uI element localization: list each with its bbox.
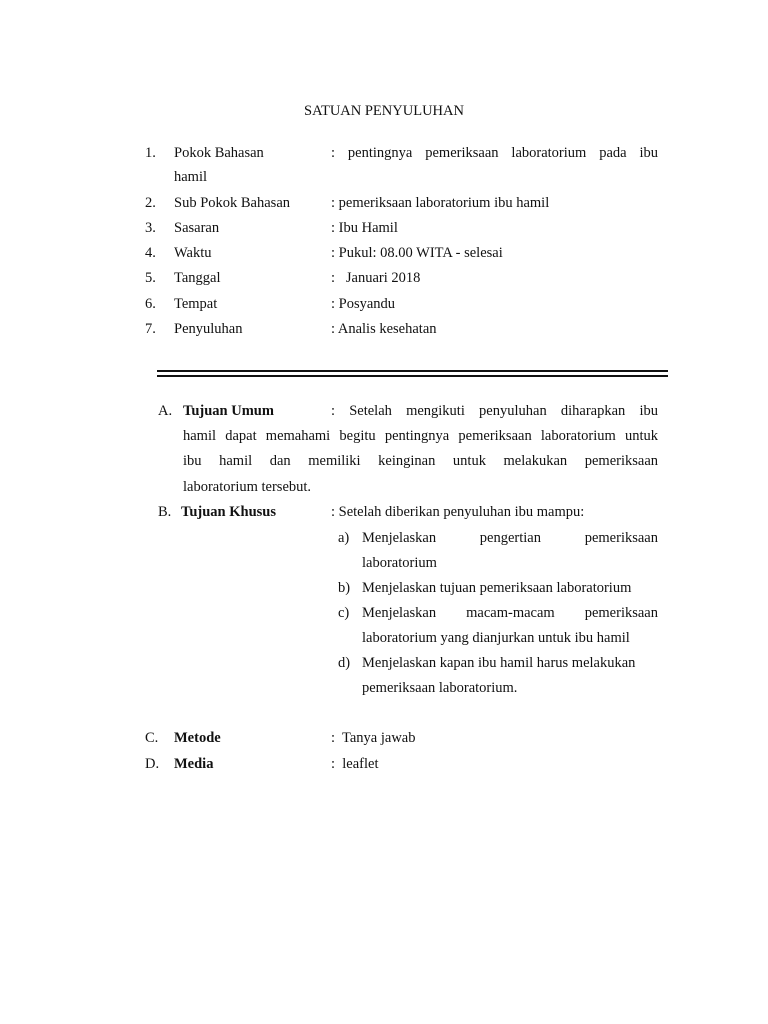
info-value: : Posyandu xyxy=(331,296,396,312)
info-label: Pokok Bahasan xyxy=(174,145,264,161)
section-text: : Setelah mengikuti penyuluhan diharapkan ibu xyxy=(331,403,658,419)
section-text: hamil dapat memahami begitu pentingnya pemeriksaan laboratorium untuk xyxy=(183,428,658,444)
info-label: Tempat xyxy=(174,296,218,312)
list-item-text: Menjelaskan kapan ibu hamil harus melakukan xyxy=(362,655,636,671)
info-value-continuation: hamil xyxy=(174,169,208,185)
list-marker: a) xyxy=(338,530,350,546)
divider-line xyxy=(157,375,668,377)
info-number: 1. xyxy=(145,145,156,161)
info-number: 4. xyxy=(145,245,156,261)
info-number: 7. xyxy=(145,321,156,337)
info-value: : pemeriksaan laboratorium ibu hamil xyxy=(331,195,550,211)
section-label: Tujuan Khusus xyxy=(181,504,276,520)
info-label: Tanggal xyxy=(174,270,221,286)
section-letter: D. xyxy=(145,756,160,772)
list-item-text: Menjelaskan tujuan pemeriksaan laboratorium xyxy=(362,580,632,596)
list-item-text: laboratorium xyxy=(362,555,437,571)
section-label: Media xyxy=(174,756,214,772)
info-label: Sasaran xyxy=(174,220,220,236)
section-letter: A. xyxy=(158,403,173,419)
section-letter: C. xyxy=(145,730,159,746)
info-label: Sub Pokok Bahasan xyxy=(174,195,290,211)
list-marker: d) xyxy=(338,655,351,671)
list-marker: c) xyxy=(338,605,350,621)
list-item-text: Menjelaskan pengertian pemeriksaan xyxy=(362,530,658,546)
info-value: : Pukul: 08.00 WITA - selesai xyxy=(331,245,503,261)
section-text: laboratorium tersebut. xyxy=(183,479,312,495)
list-item-text: pemeriksaan laboratorium. xyxy=(362,680,518,696)
info-number: 5. xyxy=(145,270,156,286)
list-item-text: laboratorium yang dianjurkan untuk ibu hamil xyxy=(362,630,630,646)
info-value: : Analis kesehatan xyxy=(331,321,437,337)
info-value: : Ibu Hamil xyxy=(331,220,398,236)
info-number: 6. xyxy=(145,296,156,312)
section-text: : Tanya jawab xyxy=(331,730,416,746)
section-text: : Setelah diberikan penyuluhan ibu mampu: xyxy=(331,504,585,520)
list-marker: b) xyxy=(338,580,351,596)
section-text: ibu hamil dan memiliki keinginan untuk melakukan pemeriksaan xyxy=(183,453,658,469)
info-label: Penyuluhan xyxy=(174,321,243,337)
document-title: SATUAN PENYULUHAN xyxy=(304,103,464,119)
divider-line xyxy=(157,370,668,372)
info-number: 3. xyxy=(145,220,156,236)
section-text: : leaflet xyxy=(331,756,379,772)
list-item-text: Menjelaskan macam-macam pemeriksaan xyxy=(362,605,658,621)
info-value: : pentingnya pemeriksaan laboratorium pada ibu xyxy=(331,145,658,161)
section-label: Metode xyxy=(174,730,221,746)
info-value: : Januari 2018 xyxy=(331,270,421,286)
info-number: 2. xyxy=(145,195,156,211)
info-label: Waktu xyxy=(174,245,212,261)
section-letter: B. xyxy=(158,504,172,520)
section-label: Tujuan Umum xyxy=(183,403,274,419)
